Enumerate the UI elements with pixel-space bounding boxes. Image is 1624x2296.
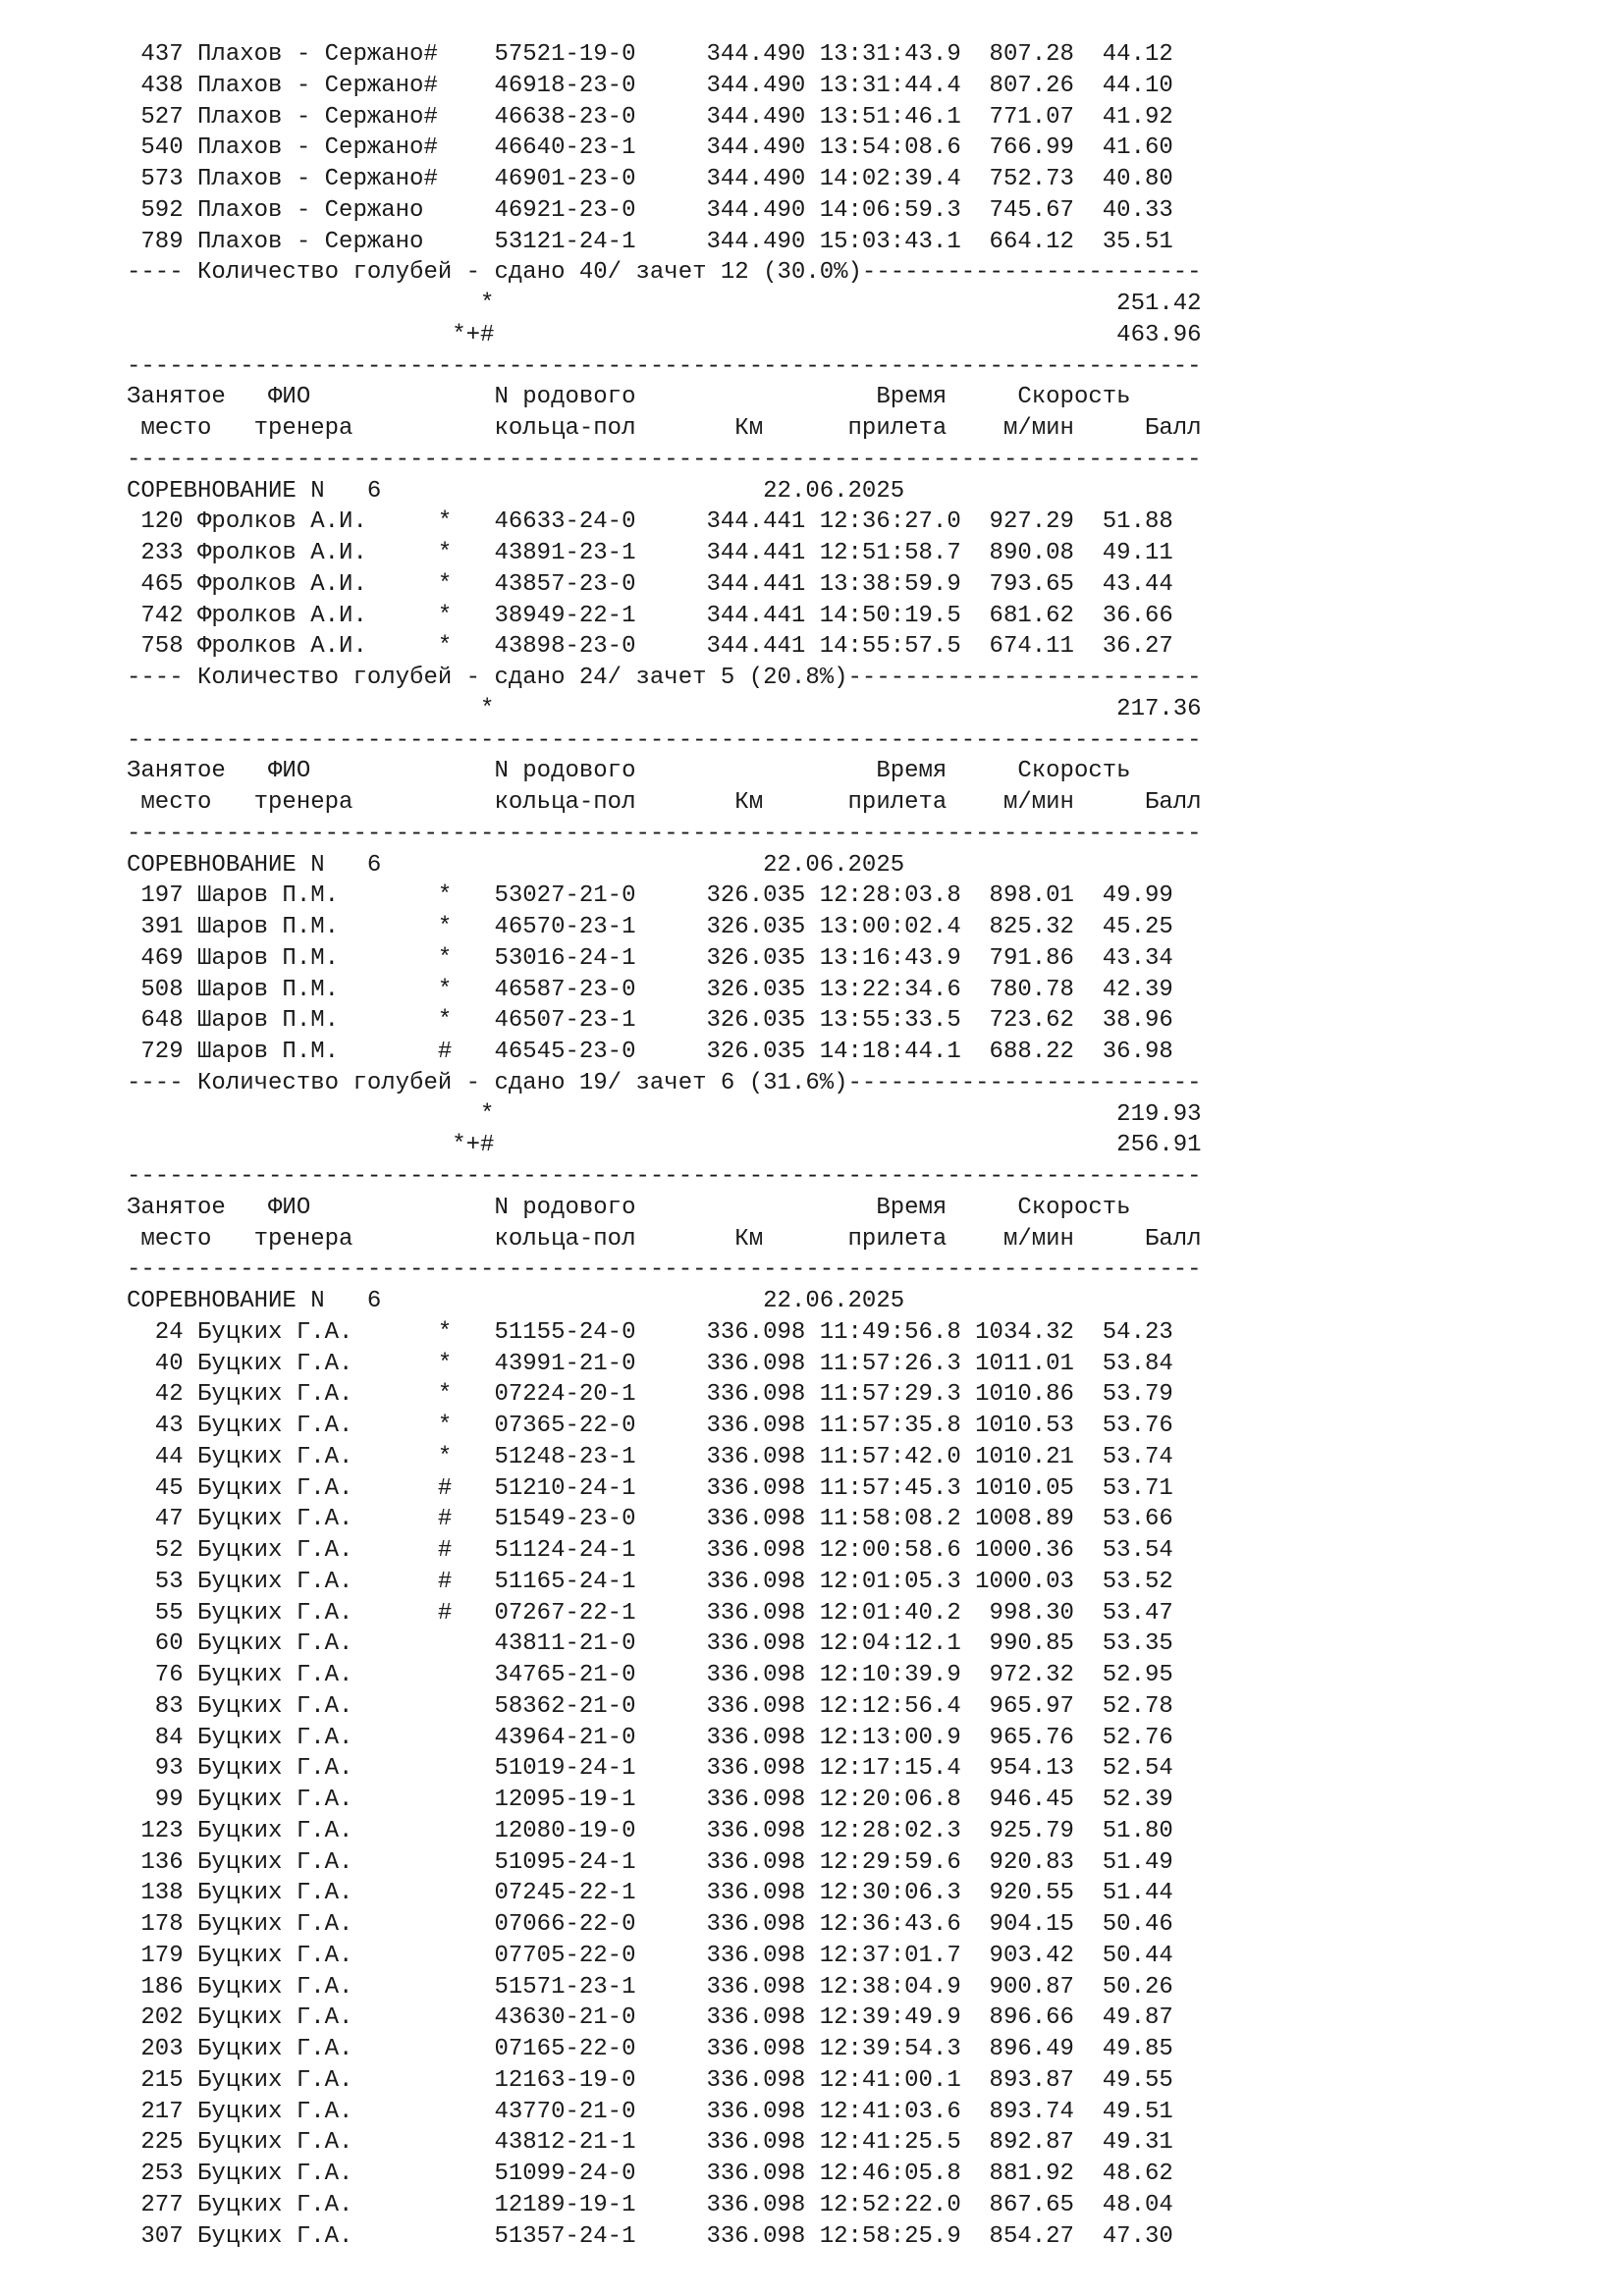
table-row: 60 Буцких Г.А. 43811-21-0 336.098 12:04:12.1 990.85 53.35 bbox=[127, 1630, 1173, 1658]
total-line: * 217.36 bbox=[127, 695, 1202, 722]
divider-line: ---------------------------------------------------------------------------- bbox=[127, 820, 1202, 847]
table-row: 203 Буцких Г.А. 07165-22-0 336.098 12:39:54.3 896.49 49.85 bbox=[127, 2036, 1173, 2062]
table-row: 742 Фролков А.И. * 38949-22-1 344.441 14:50:19.5 681.62 36.66 bbox=[127, 602, 1173, 629]
divider-line: ---------------------------------------------------------------------------- bbox=[127, 726, 1202, 754]
table-row: 648 Шаров П.М. * 46507-23-1 326.035 13:55:33.5 723.62 38.96 bbox=[127, 1007, 1173, 1035]
table-row: 465 Фролков А.И. * 43857-23-0 344.441 13:38:59.9 793.65 43.44 bbox=[127, 570, 1173, 598]
total-line: *+# 463.96 bbox=[127, 321, 1202, 348]
table-row: 24 Буцких Г.А. * 51155-24-0 336.098 11:49:56.8 1034.32 54.23 bbox=[127, 1318, 1173, 1346]
divider-line: ---------------------------------------------------------------------------- bbox=[127, 1163, 1202, 1190]
table-row: 186 Буцких Г.А. 51571-23-1 336.098 12:38:04.9 900.87 50.26 bbox=[127, 1973, 1173, 2001]
table-row: 55 Буцких Г.А. # 07267-22-1 336.098 12:01:40.2 998.30 53.47 bbox=[127, 1599, 1173, 1627]
table-row: 217 Буцких Г.А. 43770-21-0 336.098 12:41:03.6 893.74 49.51 bbox=[127, 2098, 1173, 2125]
table-row: 45 Буцких Г.А. # 51210-24-1 336.098 11:57:45.3 1010.05 53.71 bbox=[127, 1474, 1173, 1502]
table-row: 197 Шаров П.М. * 53027-21-0 326.035 12:28:03.8 898.01 49.99 bbox=[127, 882, 1173, 910]
total-line: * 219.93 bbox=[127, 1100, 1202, 1128]
summary-line: ---- Количество голубей - сдано 40/ зачет 12 (30.0%)------------------------ bbox=[127, 259, 1202, 287]
table-row: 123 Буцких Г.А. 12080-19-0 336.098 12:28:02.3 925.79 51.80 bbox=[127, 1817, 1173, 1844]
table-row: 729 Шаров П.М. # 46545-23-0 326.035 14:18:44.1 688.22 36.98 bbox=[127, 1039, 1173, 1065]
competition-heading: СОРЕВНОВАНИЕ N 6 22.06.2025 bbox=[127, 851, 905, 879]
table-row: 42 Буцких Г.А. * 07224-20-1 336.098 11:57:29.3 1010.86 53.79 bbox=[127, 1381, 1173, 1409]
table-row: 307 Буцких Г.А. 51357-24-1 336.098 12:58:25.9 854.27 47.30 bbox=[127, 2222, 1173, 2250]
divider-line: ---------------------------------------------------------------------------- bbox=[127, 446, 1202, 473]
table-row: 44 Буцких Г.А. * 51248-23-1 336.098 11:57:42.0 1010.21 53.74 bbox=[127, 1443, 1173, 1470]
table-row: 789 Плахов - Сержано 53121-24-1 344.490 15:03:43.1 664.12 35.51 bbox=[127, 228, 1173, 255]
table-row: 99 Буцких Г.А. 12095-19-1 336.098 12:20:06.8 946.45 52.39 bbox=[127, 1787, 1173, 1813]
table-row: 225 Буцких Г.А. 43812-21-1 336.098 12:41:25.5 892.87 49.31 bbox=[127, 2129, 1173, 2157]
table-header-row-1: Занятое ФИО N родового Время Скорость bbox=[127, 384, 1131, 411]
table-row: 202 Буцких Г.А. 43630-21-0 336.098 12:39:49.9 896.66 49.87 bbox=[127, 2004, 1173, 2032]
table-row: 469 Шаров П.М. * 53016-24-1 326.035 13:16:43.9 791.86 43.34 bbox=[127, 944, 1173, 972]
table-header-row-1: Занятое ФИО N родового Время Скорость bbox=[127, 758, 1131, 785]
table-row: 53 Буцких Г.А. # 51165-24-1 336.098 12:01:05.3 1000.03 53.52 bbox=[127, 1568, 1173, 1595]
table-row: 178 Буцких Г.А. 07066-22-0 336.098 12:36:43.6 904.15 50.46 bbox=[127, 1911, 1173, 1938]
table-row: 573 Плахов - Сержано# 46901-23-0 344.490 14:02:39.4 752.73 40.80 bbox=[127, 166, 1173, 192]
table-row: 84 Буцких Г.А. 43964-21-0 336.098 12:13:00.9 965.76 52.76 bbox=[127, 1724, 1173, 1751]
table-row: 43 Буцких Г.А. * 07365-22-0 336.098 11:57:35.8 1010.53 53.76 bbox=[127, 1413, 1173, 1439]
competition-heading: СОРЕВНОВАНИЕ N 6 22.06.2025 bbox=[127, 1288, 905, 1314]
table-row: 179 Буцких Г.А. 07705-22-0 336.098 12:37:01.7 903.42 50.44 bbox=[127, 1942, 1173, 1969]
table-row: 391 Шаров П.М. * 46570-23-1 326.035 13:00:02.4 825.32 45.25 bbox=[127, 914, 1173, 940]
table-row: 277 Буцких Г.А. 12189-19-1 336.098 12:52:22.0 867.65 48.04 bbox=[127, 2191, 1173, 2218]
table-header-row-1: Занятое ФИО N родового Время Скорость bbox=[127, 1194, 1131, 1221]
table-row: 438 Плахов - Сержано# 46918-23-0 344.490 13:31:44.4 807.26 44.10 bbox=[127, 72, 1173, 99]
total-line: * 251.42 bbox=[127, 291, 1202, 317]
table-row: 136 Буцких Г.А. 51095-24-1 336.098 12:29:59.6 920.83 51.49 bbox=[127, 1848, 1173, 1876]
table-row: 592 Плахов - Сержано 46921-23-0 344.490 14:06:59.3 745.67 40.33 bbox=[127, 196, 1173, 224]
table-row: 233 Фролков А.И. * 43891-23-1 344.441 12:51:58.7 890.08 49.11 bbox=[127, 540, 1173, 566]
table-row: 437 Плахов - Сержано# 57521-19-0 344.490 13:31:43.9 807.28 44.12 bbox=[127, 41, 1173, 68]
table-header-row-2: место тренера кольца-пол Км прилета м/мин Балл bbox=[127, 789, 1202, 816]
table-header-row-2: место тренера кольца-пол Км прилета м/мин Балл bbox=[127, 415, 1202, 442]
table-row: 253 Буцких Г.А. 51099-24-0 336.098 12:46:05.8 881.92 48.62 bbox=[127, 2161, 1173, 2187]
competition-heading: СОРЕВНОВАНИЕ N 6 22.06.2025 bbox=[127, 477, 905, 505]
table-row: 52 Буцких Г.А. # 51124-24-1 336.098 12:00:58.6 1000.36 53.54 bbox=[127, 1537, 1173, 1564]
table-row: 138 Буцких Г.А. 07245-22-1 336.098 12:30:06.3 920.55 51.44 bbox=[127, 1880, 1173, 1907]
divider-line: ---------------------------------------------------------------------------- bbox=[127, 1256, 1202, 1284]
table-row: 527 Плахов - Сержано# 46638-23-0 344.490 13:51:46.1 771.07 41.92 bbox=[127, 103, 1173, 131]
table-row: 40 Буцких Г.А. * 43991-21-0 336.098 11:57:26.3 1011.01 53.84 bbox=[127, 1350, 1173, 1377]
table-header-row-2: место тренера кольца-пол Км прилета м/мин Балл bbox=[127, 1225, 1202, 1253]
table-row: 120 Фролков А.И. * 46633-24-0 344.441 12:36:27.0 927.29 51.88 bbox=[127, 508, 1173, 536]
table-row: 93 Буцких Г.А. 51019-24-1 336.098 12:17:15.4 954.13 52.54 bbox=[127, 1755, 1173, 1783]
summary-line: ---- Количество голубей - сдано 24/ зачет 5 (20.8%)------------------------- bbox=[127, 665, 1202, 691]
divider-line: ---------------------------------------------------------------------------- bbox=[127, 352, 1202, 380]
table-row: 47 Буцких Г.А. # 51549-23-0 336.098 11:58:08.2 1008.89 53.66 bbox=[127, 1506, 1173, 1533]
table-row: 215 Буцких Г.А. 12163-19-0 336.098 12:41:00.1 893.87 49.55 bbox=[127, 2066, 1173, 2094]
table-row: 83 Буцких Г.А. 58362-21-0 336.098 12:12:56.4 965.97 52.78 bbox=[127, 1692, 1173, 1720]
table-row: 76 Буцких Г.А. 34765-21-0 336.098 12:10:39.9 972.32 52.95 bbox=[127, 1662, 1173, 1688]
table-row: 758 Фролков А.И. * 43898-23-0 344.441 14:55:57.5 674.11 36.27 bbox=[127, 633, 1173, 661]
results-printout bbox=[127, 39, 1202, 2252]
summary-line: ---- Количество голубей - сдано 19/ зачет 6 (31.6%)------------------------- bbox=[127, 1069, 1202, 1096]
table-row: 540 Плахов - Сержано# 46640-23-1 344.490 13:54:08.6 766.99 41.60 bbox=[127, 134, 1173, 162]
table-row: 508 Шаров П.М. * 46587-23-0 326.035 13:22:34.6 780.78 42.39 bbox=[127, 976, 1173, 1003]
total-line: *+# 256.91 bbox=[127, 1132, 1202, 1159]
